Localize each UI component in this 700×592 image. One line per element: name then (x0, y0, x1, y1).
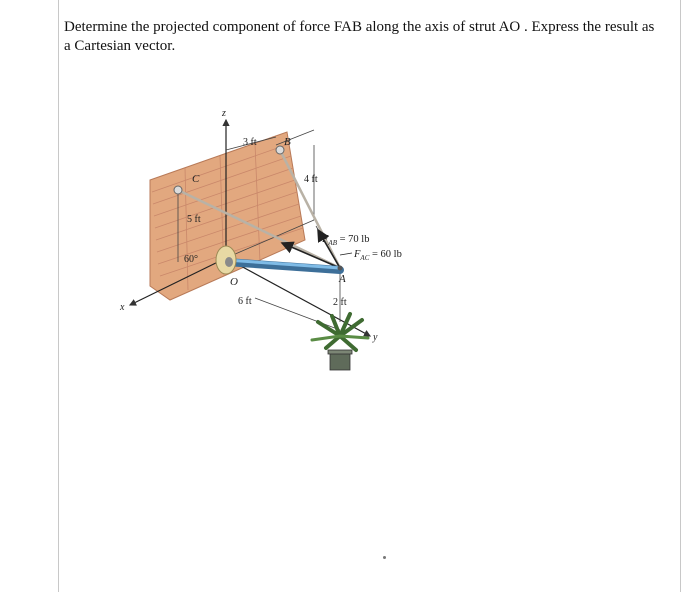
eyelet-b (276, 146, 284, 154)
joint-a (338, 266, 343, 271)
force-ab-symbol: F (322, 234, 329, 245)
eyelet-c (174, 186, 182, 194)
point-a-label: A (339, 273, 346, 285)
plant-pot (312, 314, 368, 370)
support-o-center (225, 257, 233, 267)
x-axis-label: x (120, 302, 125, 313)
dim-2ft: 2 ft (333, 297, 347, 308)
point-b-label: B (284, 136, 291, 148)
force-ac-label (353, 249, 402, 262)
question-text: Determine the projected component of force FAB along the axis of strut AO . Express the result as a Cartesian vector. (64, 19, 655, 54)
stray-dot (383, 556, 386, 559)
force-ac-symbol: F (354, 249, 361, 260)
force-ab-subscript: AB (328, 239, 337, 247)
dim-5ft: 5 ft (187, 214, 201, 225)
dim-6ft: 6 ft (238, 296, 252, 307)
z-axis-label: z (222, 108, 226, 119)
force-ab-value: = 70 lb (336, 234, 370, 245)
force-ac-value: = 60 lb (369, 249, 402, 260)
force-ab-label (321, 234, 369, 247)
point-c-label: C (192, 173, 200, 185)
force-ac-subscript: AC (360, 254, 370, 262)
dim-3ft: 3 ft (243, 137, 257, 148)
y-axis-label: y (373, 332, 378, 343)
point-o-label: O (230, 276, 238, 288)
force-ac-leader (340, 253, 352, 255)
dim-4ft: 4 ft (304, 174, 318, 185)
angle-60: 60° (184, 254, 198, 265)
